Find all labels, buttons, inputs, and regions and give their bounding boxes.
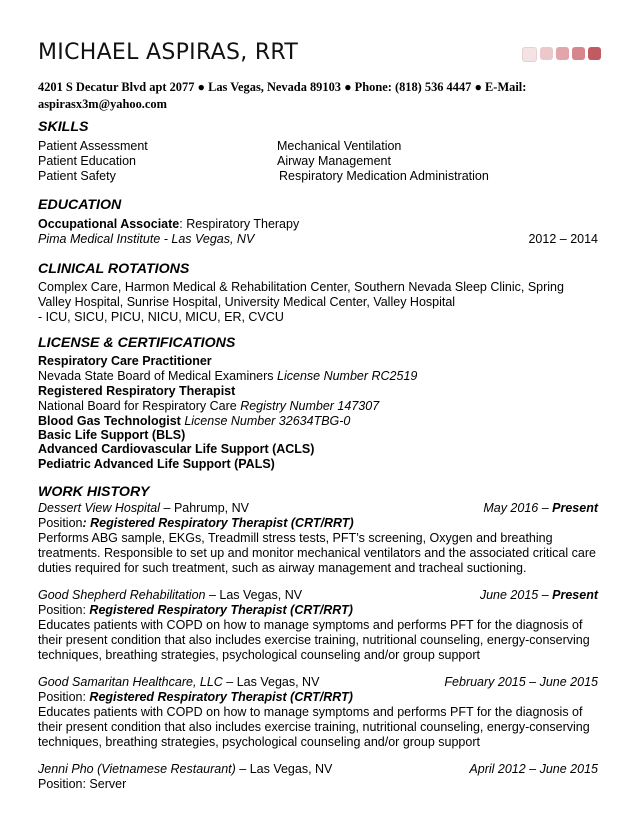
job-3-location: – Las Vegas, NV [222,675,320,689]
square-3 [556,47,569,60]
job-4-position [38,776,126,792]
job-4-position-label: Position: [38,777,86,791]
skill-right-2: Airway Management [277,154,391,168]
job-2-employer: Good Shepherd Rehabilitation [38,588,206,602]
square-1 [522,47,537,62]
rcp-license: License Number RC2519 [277,369,418,383]
job-3-header [38,674,319,690]
rrt-title: Registered Respiratory Therapist [38,384,236,398]
acls-cert: Advanced Cardiovascular Life Support (ACLS) [38,442,315,456]
job-2-header [38,587,302,603]
job-2-dates [480,587,598,603]
skill-left-1: Patient Assessment [38,139,148,153]
job-3-employer: Good Samaritan Healthcare, LLC [38,675,223,689]
job-2-dates-end: Present [552,588,598,602]
rotations-heading: CLINICAL ROTATIONS [38,261,190,277]
education-years: 2012 – 2014 [528,232,598,246]
degree-field: : Respiratory Therapy [179,217,300,231]
job-4-position-title: Server [85,777,127,791]
degree-label: Occupational Associate [38,217,180,231]
job-2-dates-start: June 2015 – [479,588,553,602]
job-1-employer: Dessert View Hospital [38,501,161,515]
job-2-location: – Las Vegas, NV [205,588,303,602]
job-2-desc-3: techniques, breathing strategies, psychological counseling and/or group support [38,648,480,662]
phone: Phone: (818) 536 4447 [354,80,472,94]
skill-right-1: Mechanical Ventilation [277,139,402,153]
job-4-employer: Jenni Pho (Vietnamese Restaurant) [38,762,236,776]
job-3-position [38,689,353,705]
job-3-position-label: Position: [38,690,86,704]
degree [38,216,299,232]
job-2-desc-1: Educates patients with COPD on how to manage symptoms and performs PFT for the diagnosis of [38,618,583,632]
rrt-detail [38,398,379,414]
skill-left-2: Patient Education [38,154,136,168]
rcp-detail [38,368,417,384]
rcp-title: Respiratory Care Practitioner [38,354,212,368]
school: Pima Medical Institute - Las Vegas, NV [38,232,255,246]
job-3-desc-2: their present condition that also includes exercise training, nutritional counseling, energy-conserving [38,720,590,734]
job-1-dates-start: May 2016 – [483,501,553,515]
job-1-dates [483,500,598,516]
job-1-location: – Pahrump, NV [160,501,249,515]
job-1-position-title: : Registered Respiratory Therapist (CRT/RRT) [82,516,354,530]
job-3-dates: February 2015 – June 2015 [444,675,598,689]
education-heading: EDUCATION [38,197,122,213]
job-2-desc-2: their present condition that also includes exercise training, nutritional counseling, energy-conserving [38,633,590,647]
bullet-3: ● [474,80,482,94]
email-label: E-Mail: [485,80,527,94]
address: 4201 S Decatur Blvd apt 2077 [38,80,195,94]
pals-cert: Pediatric Advanced Life Support (PALS) [38,457,275,471]
work-heading: WORK HISTORY [38,484,150,500]
rotation-line-3: - ICU, SICU, PICU, NICU, MICU, ER, CVCU [38,310,284,324]
job-1-position-label: Position [38,516,83,530]
contact-info [38,79,608,113]
skill-left-3: Patient Safety [38,169,116,183]
job-1-dates-end: Present [552,501,598,515]
job-1-desc-1: Performs ABG sample, EKGs, Treadmill stress tests, PFT’s screening, Oxygen and breathing [38,531,553,545]
rrt-registry: Registry Number 147307 [240,399,380,413]
square-5 [588,47,601,60]
rotation-line-2: Valley Hospital, Sunrise Hospital, University Medical Center, Valley Hospital [38,295,456,309]
job-3-desc-3: techniques, breathing strategies, psychological counseling and/or group support [38,735,480,749]
job-1-desc-2: treatments. Responsible to set up and monitor mechanical ventilators and the associated critical care [38,546,596,560]
job-1-desc-3: duties required for such treatment, such as airway management and tracheal suctioning. [38,561,527,575]
job-2-position-label: Position: [38,603,86,617]
job-4-location: – Las Vegas, NV [235,762,333,776]
bgt-title: Blood Gas Technologist [38,414,181,428]
job-2-position [38,602,353,618]
rcp-board: Nevada State Board of Medical Examiners [38,369,278,383]
skills-heading: SKILLS [38,119,89,135]
bls-cert: Basic Life Support (BLS) [38,428,186,442]
bullet-1: ● [197,80,205,94]
job-3-position-title: Registered Respiratory Therapist (CRT/RRT) [85,690,353,704]
square-2 [540,47,553,60]
job-1-position [38,515,354,531]
bullet-2: ● [344,80,352,94]
applicant-name: MICHAEL ASPIRAS, RRT [38,40,299,65]
skill-right-3: Respiratory Medication Administration [279,169,489,183]
rotation-line-1: Complex Care, Harmon Medical & Rehabilitation Center, Southern Nevada Sleep Clinic, Spring [38,280,564,294]
rrt-board: National Board for Respiratory Care [38,399,241,413]
job-3-desc-1: Educates patients with COPD on how to manage symptoms and performs PFT for the diagnosis of [38,705,583,719]
city: Las Vegas, Nevada 89103 [208,80,341,94]
job-4-dates: April 2012 – June 2015 [469,762,598,776]
email: aspirasx3m@yahoo.com [38,97,167,111]
bgt-license: License Number 32634TBG-0 [180,414,351,428]
decorative-squares [522,47,601,62]
license-heading: LICENSE & CERTIFICATIONS [38,335,236,351]
job-1-header [38,500,249,516]
job-4-header [38,761,332,777]
square-4 [572,47,585,60]
job-2-position-title: Registered Respiratory Therapist (CRT/RRT) [85,603,353,617]
